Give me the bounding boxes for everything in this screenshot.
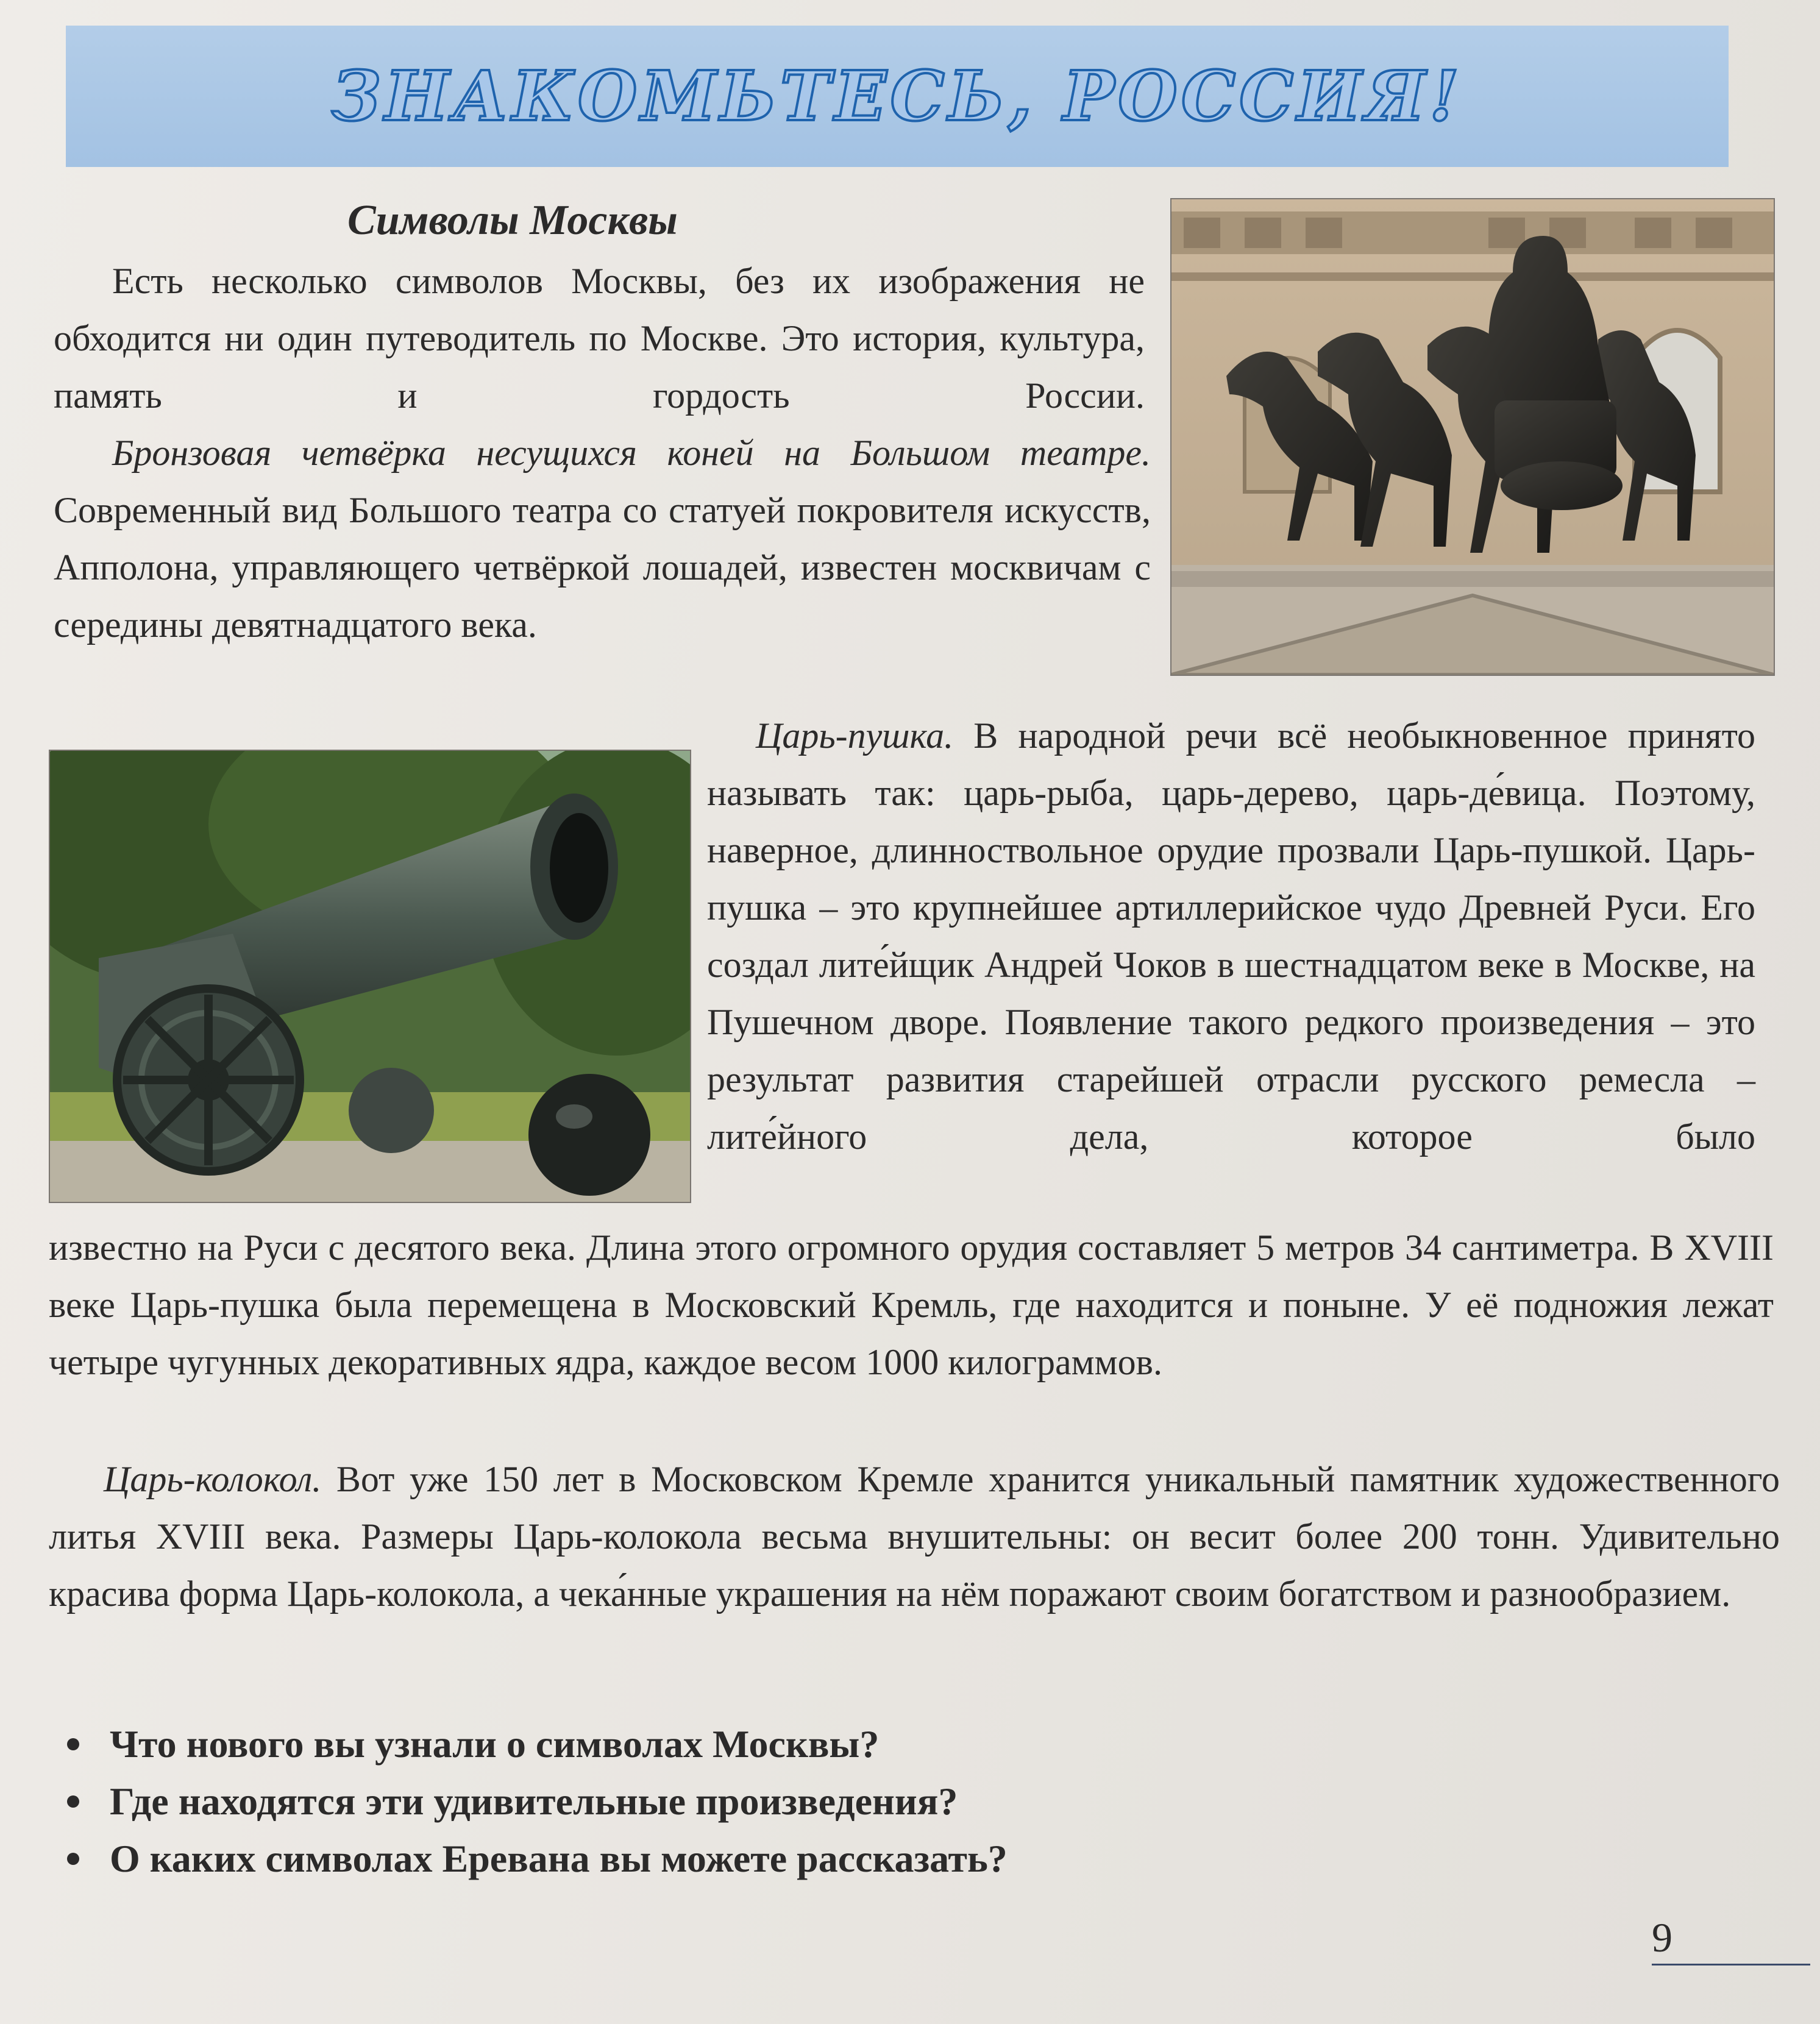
banner-title: ЗНАКОМЬТЕСЬ, РОССИЯ! <box>332 56 1463 137</box>
paragraph-cannon-text-a: В народной речи всё необыкновенное принято называть так: царь-рыба, царь-дерево, царь-де́вица. Поэтому, наверное, длинноствольное орудие прозвали Царь-пушкой. Царь-пушка – это крупнейшее артиллерийское чудо Древней Руси. Его создал лите́йщик Андрей Чоков в шестнадцатом веке в Москве, на Пушечном дворе. Появление такого редкого произведения – это результат развития старейшей отрасли русского ремесла – лите́йного дела, которое было <box>707 716 1755 1157</box>
paragraph-cannon-part1 <box>707 707 1755 1165</box>
bullet-icon <box>67 1795 79 1808</box>
paragraph-bell-title: Царь-колокол. <box>104 1459 322 1499</box>
bolshoi-horses-photo <box>1170 198 1775 676</box>
paragraph-intro: Есть несколько символов Москвы, без их изображения не обходится ни один путеводитель по Москве. Это история, культура, память и гордость России. <box>54 261 1145 416</box>
question-item: Где находятся эти удивительные произведения? <box>67 1773 1008 1830</box>
bullet-icon <box>67 1738 79 1750</box>
header-banner <box>66 26 1729 167</box>
paragraph-horses-text: Современный вид Большого театра со статуей покровителя искусств, Апполона, управляющего четвёркой лошадей, известен москвичам с середины девятнадцатого века. <box>54 490 1151 645</box>
paragraph-horses-title: Бронзовая четвёрка несущихся коней на Большом театре. <box>112 433 1151 473</box>
bolshoi-quadriga-image <box>1171 199 1774 675</box>
questions-list <box>67 1716 1008 1887</box>
paragraph-bell <box>49 1451 1780 1622</box>
question-item: О каких символах Еревана вы можете рассказать? <box>67 1830 1008 1887</box>
paragraph-bell-text: Вот уже 150 лет в Московском Кремле хранится уникальный памятник художественного литья XVIII века. Размеры Царь-колокола весьма внушительны: он весит более 200 тонн. Удивительно красива форма Царь-колокола, а чека́нные украшения на нём поражают своим богатством и разнообразием. <box>49 1459 1780 1614</box>
paragraph-horses <box>54 424 1151 653</box>
question-item: Что нового вы узнали о символах Москвы? <box>67 1716 1008 1773</box>
bullet-icon <box>67 1853 79 1865</box>
paragraph-cannon-part2: известно на Руси с десятого века. Длина этого огромного орудия составляет 5 метров 34 сантиметра. В XVIII веке Царь-пушка была перемещена в Московский Кремль, где находится и поныне. У её подножия лежат четыре чугунных декоративных ядра, каждое весом 1000 килограммов. <box>49 1227 1774 1382</box>
tsar-cannon-image <box>50 751 690 1202</box>
section-heading: Символы Москвы <box>347 197 678 244</box>
page-number: 9 <box>1652 1914 1672 1961</box>
page-number-rule <box>1652 1964 1810 1965</box>
paragraph-cannon-title: Царь-пушка. <box>756 716 954 756</box>
tsar-cannon-photo <box>49 750 691 1203</box>
